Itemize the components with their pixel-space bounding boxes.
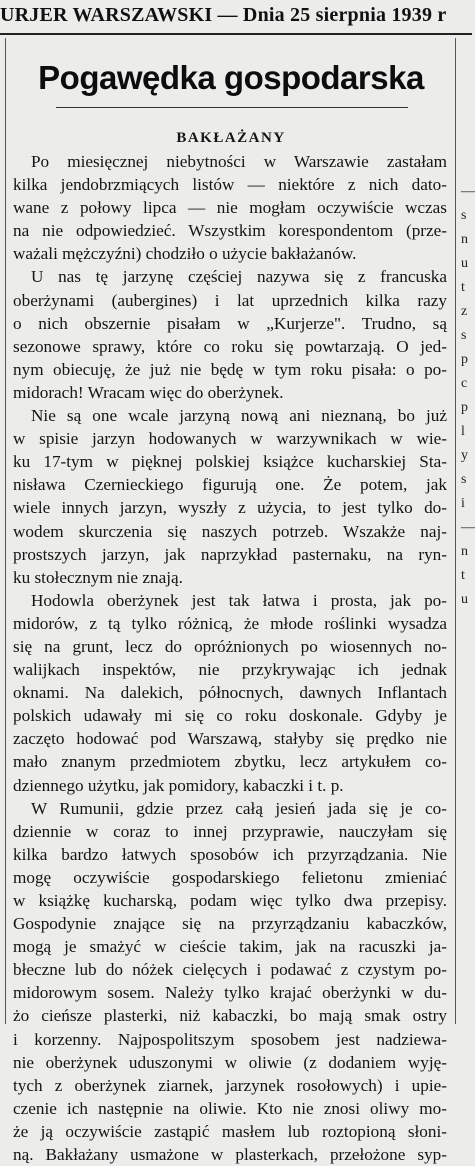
article-line: o nich obszernie pisałam w „Kurjerze". Trudno, są <box>13 313 447 333</box>
fragment-char: l <box>461 424 465 439</box>
article-line: się na grunt, lecz do opróżnionych po wiosennych no- <box>13 636 447 656</box>
article-line: ną. Bakłażany usmażone w plasterkach, przełożone syp- <box>13 1145 447 1165</box>
article-line: ku 17-tym w pięknej polskiej książce kucharskiej Sta- <box>13 452 447 472</box>
fragment-char: c <box>461 376 468 391</box>
article-line: ważali mężczyźni) chodziło o użycie bakłażanów. <box>13 244 357 264</box>
article-line: mało znanym przedmiotem zbytku, lecz artykułem co- <box>13 752 447 772</box>
article-line: kilka bardzo łatwych sposobów ich przyrządzania. Nie <box>13 844 447 864</box>
article-line: oberżynami (aubergines) i lat uprzednich kilka razy <box>13 290 447 310</box>
article-line: mogę oczywiście gospodarskiego felietonu zmieniać <box>13 867 447 887</box>
article-line: wane z połowy lipca — nie mogłam oczywiście wczas <box>13 198 447 218</box>
fragment-char: u <box>461 256 468 271</box>
fragment-char: z <box>461 304 468 319</box>
fragment-char: — <box>461 184 475 199</box>
article-line: midorach! Wracam więc do oberżynek. <box>13 382 284 402</box>
article-line: nym obiecuję, że już nie będę w tym roku pisała: o po- <box>13 359 447 379</box>
article-line: kilka jendobrzmiących listów — niektóre z nich dato- <box>13 175 447 195</box>
article-line: dziennie w coraz to innej przyprawie, nauczyłam się <box>13 821 447 841</box>
article-line: sezonowe sprawy, które co roku się powtarzają. O jed- <box>13 336 447 356</box>
article-line: midorowym sosem. Należy tylko krajać oberżynki w du- <box>13 983 447 1003</box>
article-line: wiele innych jarzyn, wyszły z użycia, to jest tylko do- <box>13 498 447 518</box>
article-line: Hodowla oberżynek jest tak łatwa i prosta, jak po- <box>31 590 447 610</box>
article-line: w spisie jarzyn hodowanych w warzywnikach w wie- <box>13 429 447 449</box>
article-line: ku stołecznym nie znają. <box>13 567 183 587</box>
fragment-char: — <box>461 520 475 535</box>
fragment-char: n <box>461 232 468 247</box>
article-line: polskich udawały mi się co roku doskonale. Gdyby je <box>13 706 447 726</box>
fragment-char: p <box>461 400 468 415</box>
article-line: midorów, z tą tylko różnicą, że młode roślinki wysadza <box>13 613 447 633</box>
masthead-rule <box>0 33 472 35</box>
article-line: tych z oberżynek ziarnek, jarzynek rosołowych) i upie- <box>13 1075 447 1095</box>
article-line: mogą je smażyć w cieście takim, jak na racuszki ja- <box>13 937 447 957</box>
article-line: wodem skurczenia się naszych potrzeb. Wszakże naj- <box>13 521 447 541</box>
fragment-char: p <box>461 352 468 367</box>
article-title: Pogawędka gospodarska <box>38 59 424 96</box>
fragment-char: y <box>461 448 468 463</box>
article-line: czenie ich następnie na oliwie. Kto nie znosi oliwy mo- <box>13 1098 447 1118</box>
article-line: na nie odpowiedzieć. Wszystkim korespondentom (prze- <box>13 221 447 241</box>
masthead-text: URJER WARSZAWSKI — Dnia 25 sierpnia 1939 r <box>0 4 447 26</box>
article-line: błeczne lub do nóżek cielęcych i podawać z czystym po- <box>13 960 447 980</box>
article-line: Po miesięcznej niebytności w Warszawie zastałam <box>31 152 447 171</box>
fragment-char: s <box>461 328 467 343</box>
fragment-char: t <box>461 568 465 583</box>
article-body <box>13 150 447 1166</box>
fragment-char: n <box>461 544 468 559</box>
column-rule-right <box>455 38 456 1024</box>
masthead <box>0 0 472 34</box>
article-line: w książkę kucharską, podam więc tylko dwa przepisy. <box>13 891 447 910</box>
column-rule-left <box>5 38 6 1024</box>
article-line: że ją oczywiście zastąpić masłem lub roztopioną słoni- <box>13 1121 447 1141</box>
adjacent-column-fragment <box>461 180 475 640</box>
article-line: Gospodynie znające się na przyrządzaniu kabaczków, <box>13 914 447 934</box>
article-line: walijkach inspektów, nie przykrywając ich jednak <box>13 660 447 680</box>
article-line: nisława Czernieckiego figurują one. Że potem, jak <box>13 475 447 495</box>
article-line: prostszych jarzyn, jak naprzykład pasternaku, na ryn- <box>13 544 447 564</box>
article-line: żo cieńsze plasterki, niż kabaczki, bo mają smak ostry <box>13 1006 447 1026</box>
fragment-char: t <box>461 280 465 295</box>
article-subtitle: BAKŁAŻANY <box>176 130 286 146</box>
fragment-char: s <box>461 208 467 223</box>
article-line: i korzenny. Najpospolitszym sposobem jest nadziewa- <box>13 1029 447 1049</box>
article-line: Nie są one wcale jarzyną nową ani nieznaną, bo już <box>31 406 447 426</box>
article-line: nie oberżynek uduszonymi w oliwie (z dodaniem wyję- <box>13 1052 447 1072</box>
article-line: oknami. Na dalekich, północnych, dawnych Inflantach <box>13 683 447 703</box>
fragment-char: i <box>461 496 465 511</box>
article-line: W Rumunii, gdzie przez całą jesień jada się je co- <box>31 798 447 818</box>
article-line: dziennego użytku, jak pomidory, kabaczki i t. p. <box>13 775 344 795</box>
article-line: U nas tę jarzynę częściej nazywa się z francuska <box>31 267 447 287</box>
fragment-char: s <box>461 472 467 487</box>
article-line: zaczęto hodować pod Warszawą, stałyby się prędko nie <box>13 729 447 749</box>
fragment-char: u <box>461 592 468 607</box>
title-rule <box>56 107 408 108</box>
